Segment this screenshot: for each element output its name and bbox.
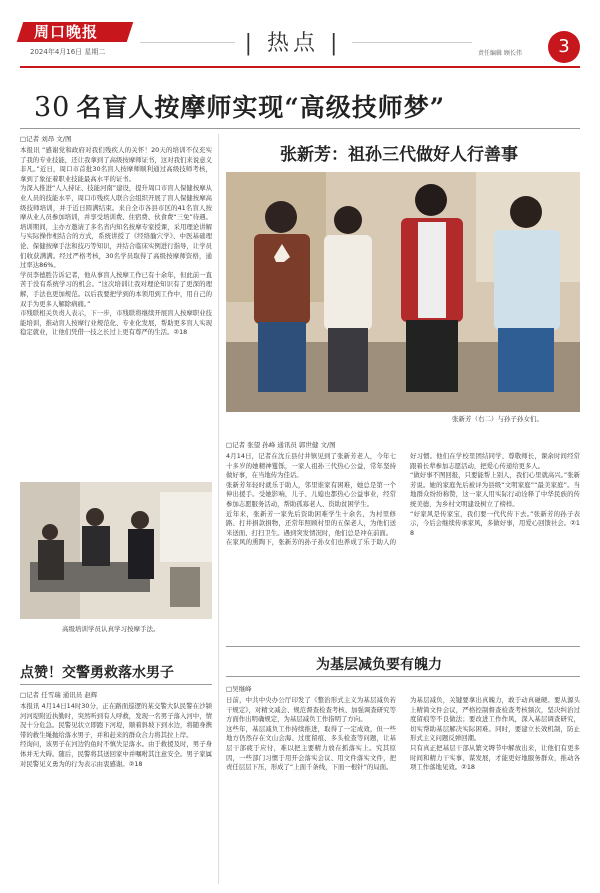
main-story-body: 本报讯 “感谢党和政府对我们残疾人的关怀！20天的培训不仅充实了我的专业技能，还让我拿到了高级按摩师证书，这对我们来说意义非凡。”近日，周口市首批30名盲人按摩师顺利通过高级技师考核，拿到了象征着职业技能最高水平的证书。 为深入推进“人人持证、技能河南”建设，提升周口市盲人保健按摩从业人员的技能水平，周口市残疾人联合会组织开展了盲人保健按摩高级技师培训，并于近日圆满结束。来自全市各县市区的41名盲人按摩从业人员参加培训，并享受培训费、住宿费、伙食费“三免”待遇。 培训期间，主办方邀请了多名省内知名按摩专家授课，采用理论讲解与实际操作相结合的方式，系统讲授了《经络腧穴学》、中医基础理论、保健按摩手法和技巧等知识，并结合临床实例进行指导，让学员们收获满满。经过严格考核，30名学员取得了高级按摩师资格，通过率达86%。 学员李德胜告诉记者，他从事盲人按摩工作已有十余年，但此前一直苦于没有系统学习的机会。“这次培训让我对理论知识有了更深的理解，手法也更加规范。以后我要把学到的本领用到工作中，用自己的双手为更多人解除病痛。” 市残联相关负责人表示，下一步，市残联将继续开展盲人按摩职业技能培训，推动盲人按摩行业规范化、专业化发展，帮助更多盲人实现稳定就业，让他们凭借一技之长过上更有尊严的生活。②18 [20, 146, 212, 337]
headline-number: 30 [34, 92, 71, 123]
masthead-rule [20, 66, 580, 68]
column-divider [218, 134, 219, 884]
commentary-headline: 为基层减负要有魄力 [316, 657, 442, 673]
police-story-headline: 点赞！交警勇救落水男子 [20, 665, 174, 681]
commentary-byline: □吴继峰 [226, 685, 252, 693]
page-number: 3 [548, 31, 580, 63]
family-story-byline: □记者 张望 孙峰 通讯员 郭世健 文/图 [226, 441, 336, 449]
section-title: | 热点 | [244, 31, 342, 56]
police-story-rule [20, 684, 212, 685]
divider-right [352, 42, 472, 43]
newspaper-logo: 周口晚报 [34, 23, 99, 41]
family-photo-illustration [226, 172, 580, 412]
commentary-body: 日前，中共中央办公厅印发了《整治形式主义为基层减负若干规定》，对精文减会、规范督查检查考核、加强调查研究等方面作出明确规定，为基层减负工作指明了方向。 这些年，基层减负工作持续推进，取得了一定成效，但一些地方仍然存在文山会海、过度留痕、多头检查等问题，让基层干部疲于应付，难以把主要精力放在抓落实上。究其原因，一些部门习惯于用开会落实会议、用文件落实文件，把责任层层下压，形成了“上面千条线，下面一根针”的局面。 为基层减负，关键要拿出真魄力，敢于动真碰硬。要从源头上精简文件会议，严格控制督查检查考核频次，坚决纠治过度留痕等不良做法；要改进工作作风，深入基层调查研究，切实帮助基层解决实际困难。同时，要建立长效机制，防止形式主义问题反弹回潮。 只有真正把基层干部从繁文缛节中解放出来，让他们有更多时间和精力干实事、谋发展，才能更好地服务群众，推动各项工作落地见效。②18 [226, 696, 580, 772]
main-headline [34, 88, 445, 124]
headline-rule [20, 128, 580, 129]
headline-text: 名盲人按摩师实现“高级技师梦” [76, 93, 446, 122]
section-label: 热点 [266, 31, 319, 56]
responsible-editor: 责任编辑 顾长伟 [478, 50, 522, 57]
family-photo [226, 172, 580, 412]
police-story-byline: □记者 任雪瑞 通讯员 赵辉 [20, 691, 98, 699]
family-photo-caption: 张新芳（右二）与孙子孙女们。 [452, 415, 543, 423]
training-photo-illustration [20, 482, 212, 619]
issue-date: 2024年4月16日 星期二 [30, 48, 106, 56]
training-photo [20, 482, 212, 619]
commentary-headline-rule [226, 676, 580, 677]
training-photo-caption: 高级培训学员认真学习按摩手法。 [62, 625, 160, 633]
family-story-headline: 张新芳：祖孙三代做好人行善事 [280, 145, 518, 165]
divider-left [140, 42, 235, 43]
commentary-rule [226, 646, 580, 647]
main-story-byline: □记者 刘昂 文/图 [20, 135, 72, 143]
family-story-body: 4月14日，记者在沈丘县付井镇见到了张新芳老人，今年七十多岁的她精神矍铄，一家人祖孙三代热心公益，常年坚持做好事，在当地传为佳话。 张新芳年轻时就乐于助人，邻里谁家有困难，她总是第一个伸出援手。受她影响，儿子、儿媳也都热心公益事业，经常参加志愿服务活动，帮助孤寡老人、资助贫困学生。 近年来，张新芳一家先后资助困难学生十余名，为村里修路、打井捐款捐物，还常年照顾村里的五保老人，为他们送米送面、打扫卫生。遇到突发情况时，他们总是冲在前面。 在家风的熏陶下，张新芳的孙子孙女们也养成了乐于助人的好习惯。他们在学校里团结同学、尊敬师长，课余时间经常跟着长辈参加志愿活动，把爱心传递给更多人。 “做好事不图回报，只要能帮上别人，我们心里就高兴。”张新芳说。她的家庭先后被评为县级“文明家庭”“最美家庭”。当地群众纷纷称赞，这一家人用实际行动诠释了中华民族的传统美德，为乡村文明建设树立了榜样。 “好家风是传家宝，我们要一代代传下去。”张新芳的孙子表示，今后会继续传承家风，多做好事，用爱心回馈社会。②18 [226, 452, 580, 547]
police-story-body: 本报讯 4月14日14时30分，正在路面巡逻的某交警大队民警在沙颍河河堤附近执勤时，突然听到有人呼救，发现一名男子落入河中，情况十分危急。民警见状立即跑下河堤，顺着斜坡下到水边，将随身携带的救生绳抛给落水男子，并和赶来的群众合力将其拉上岸。 经询问，该男子在河边钓鱼时不慎失足落水。由于救援及时，男子身体并无大碍。随后，民警将其送回家中并嘱咐其注意安全。男子家属对民警见义勇为的行为表示由衷感谢。②18 [20, 702, 212, 768]
